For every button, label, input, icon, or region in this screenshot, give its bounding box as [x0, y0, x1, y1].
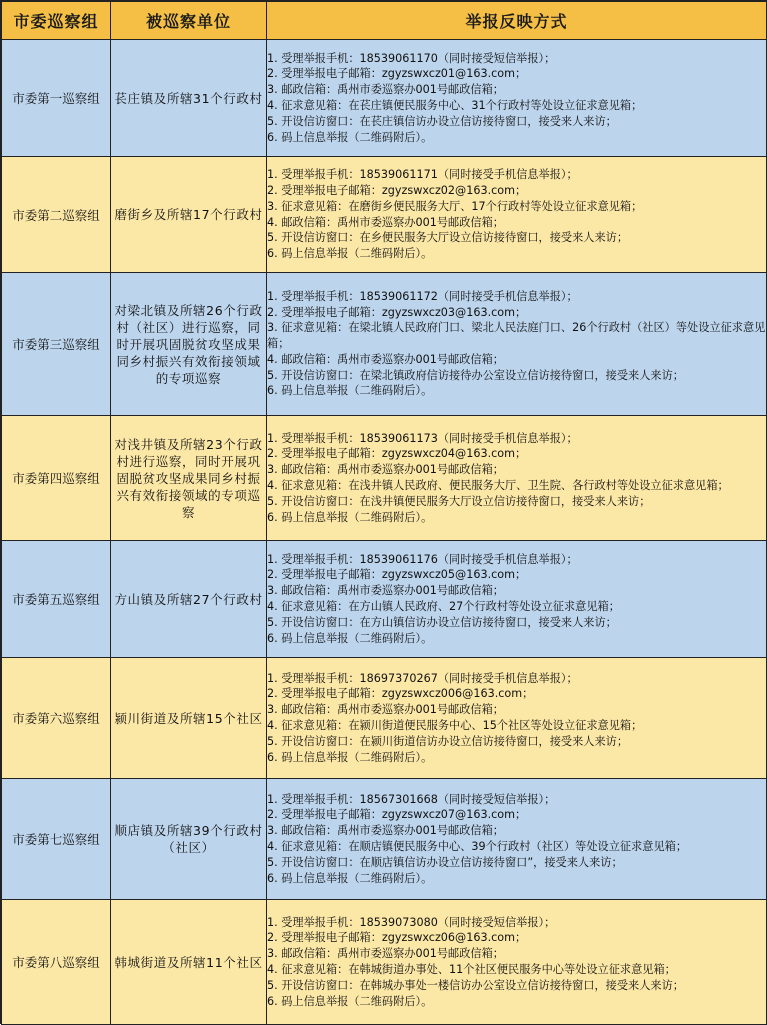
method-item: 5. 开设信访窗口：在颍川街道信访办设立信访接待窗口，接受来人来访；	[267, 734, 629, 748]
method-item: 4. 邮政信箱：禹州市委巡察办001号邮政信箱；	[267, 215, 504, 229]
method-item: 4. 征求意见箱：在苌庄镇便民服务中心、31个行政村等处设立征求意见箱；	[267, 99, 643, 112]
methods-cell	[267, 273, 767, 416]
methods-list	[267, 915, 766, 1010]
unit-cell: 磨街乡及所辖17个行政村	[111, 157, 267, 273]
method-item: 6. 码上信息举报（二维码附后）。	[267, 631, 433, 645]
method-item: 6. 码上信息举报（二维码附后）。	[267, 994, 433, 1008]
method-item: 4. 征求意见箱：在颍川街道便民服务中心、15个社区等处设立征求意见箱；	[267, 719, 643, 732]
method-item: 3. 征求意见箱：在磨街乡便民服务大厅、17个行政村等处设立征求意见箱；	[267, 199, 643, 213]
methods-list	[267, 289, 766, 400]
group-cell: 市委第四巡察组	[2, 416, 111, 541]
unit-cell: 方山镇及所辖27个行政村	[111, 541, 267, 658]
method-item: 4. 征求意见箱：在浅井镇人民政府、便民服务大厅、卫生院、各行政村等处设立征求意见箱；	[267, 479, 729, 492]
method-item: 3. 征求意见箱：在梁北镇人民政府门口、梁北人民法庭门口、26个行政村（社区）等处设立征求意见箱；	[267, 321, 766, 351]
method-item: 2. 受理举报电子邮箱：zgyzswxcz006@163.com；	[267, 687, 534, 701]
method-item: 6. 码上信息举报（二维码附后）。	[267, 750, 433, 764]
group-cell: 市委第七巡察组	[2, 779, 111, 900]
methods-list	[267, 167, 766, 262]
table-row	[2, 541, 767, 658]
method-item: 2. 受理举报电子邮箱：zgyzswxcz03@163.com；	[267, 305, 527, 319]
header-methods: 举报反映方式	[267, 2, 767, 40]
table-row	[2, 40, 767, 157]
table-row	[2, 273, 767, 416]
method-item: 3. 邮政信箱：禹州市委巡察办001号邮政信箱；	[267, 703, 504, 717]
group-cell: 市委第二巡察组	[2, 157, 111, 273]
method-item: 4. 邮政信箱：禹州市委巡察办001号邮政信箱；	[267, 352, 504, 366]
method-item: 1. 受理举报手机：18539061170（同时接受短信举报）；	[267, 51, 556, 65]
group-cell: 市委第一巡察组	[2, 40, 111, 157]
method-item: 2. 受理举报电子邮箱：zgyzswxcz05@163.com；	[267, 568, 527, 582]
method-item: 5. 开设信访窗口：在方山镇信访办设立信访接待窗口，接受来人来访；	[267, 615, 617, 629]
method-item: 6. 码上信息举报（二维码附后）。	[267, 510, 433, 524]
unit-cell: 对浅井镇及所辖23个行政村进行巡察，同时开展巩固脱贫攻坚成果同乡村振兴有效衔接领域的专项巡察	[111, 416, 267, 541]
table-row	[2, 900, 767, 1025]
group-cell: 市委第五巡察组	[2, 541, 111, 658]
method-item: 5. 开设信访窗口：在梁北镇政府信访接待办公室设立信访接待窗口，接受来人来访；	[267, 368, 684, 382]
methods-list	[267, 671, 766, 766]
method-item: 1. 受理举报手机：18567301668（同时接受短信举报）；	[267, 792, 556, 806]
method-item: 2. 受理举报电子邮箱：zgyzswxcz01@163.com；	[267, 67, 527, 81]
method-item: 3. 邮政信箱：禹州市委巡察办001号邮政信箱；	[267, 824, 504, 838]
methods-list	[267, 51, 766, 146]
method-item: 3. 邮政信箱：禹州市委巡察办001号邮政信箱；	[267, 947, 504, 961]
method-item: 2. 受理举报电子邮箱：zgyzswxcz04@163.com；	[267, 447, 527, 461]
method-item: 4. 征求意见箱：在顺店镇便民服务中心、39个行政村（社区）等处设立征求意见箱；	[267, 840, 688, 853]
methods-cell	[267, 779, 767, 900]
methods-list	[267, 431, 766, 526]
method-item: 5. 开设信访窗口：在顺店镇信访办设立信访接待窗口”，接受来人来访；	[267, 855, 623, 869]
method-item: 2. 受理举报电子邮箱：zgyzswxcz02@163.com；	[267, 183, 527, 197]
table-row	[2, 416, 767, 541]
method-item: 4. 征求意见箱：在方山镇人民政府、27个行政村等处设立征求意见箱；	[267, 600, 620, 613]
group-cell: 市委第六巡察组	[2, 658, 111, 779]
method-item: 6. 码上信息举报（二维码附后）。	[267, 247, 433, 261]
header-group: 市委巡察组	[2, 2, 111, 40]
method-item: 6. 码上信息举报（二维码附后）。	[267, 130, 433, 144]
method-item: 5. 开设信访窗口：在乡便民服务大厅设立信访接待窗口，接受来人来访；	[267, 231, 629, 245]
method-item: 1. 受理举报手机：18697370267（同时接受手机信息举报）；	[267, 671, 578, 685]
table-row	[2, 157, 767, 273]
method-item: 2. 受理举报电子邮箱：zgyzswxcz07@163.com；	[267, 808, 527, 822]
method-item: 1. 受理举报手机：18539061171（同时接受手机信息举报）；	[267, 168, 578, 182]
group-cell: 市委第三巡察组	[2, 273, 111, 416]
unit-cell: 顺店镇及所辖39个行政村（社区）	[111, 779, 267, 900]
methods-cell	[267, 658, 767, 779]
methods-list	[267, 552, 766, 647]
table-row	[2, 658, 767, 779]
inspection-table	[1, 1, 767, 1025]
method-item: 5. 开设信访窗口：在苌庄镇信访办设立信访接待窗口，接受来人来访；	[267, 114, 617, 128]
method-item: 6. 码上信息举报（二维码附后）。	[267, 384, 433, 398]
methods-cell	[267, 157, 767, 273]
method-item: 4. 征求意见箱：在韩城街道办事处、11个社区便民服务中心等处设立征求意见箱；	[267, 963, 676, 976]
method-item: 3. 邮政信箱：禹州市委巡察办001号邮政信箱；	[267, 463, 504, 477]
unit-cell: 韩城街道及所辖11个社区	[111, 900, 267, 1025]
method-item: 5. 开设信访窗口：在韩城办事处一楼信访办公室设立信访接待窗口，接受来人来访；	[267, 978, 684, 992]
method-item: 1. 受理举报手机：18539061172（同时接受手机信息举报）；	[267, 289, 578, 303]
method-item: 2. 受理举报电子邮箱：zgyzswxcz06@163.com；	[267, 931, 527, 945]
table-row	[2, 779, 767, 900]
method-item: 1. 受理举报手机：18539061176（同时接受手机信息举报）；	[267, 552, 578, 566]
method-item: 1. 受理举报手机：18539061173（同时接受手机信息举报）；	[267, 431, 578, 445]
method-item: 1. 受理举报手机：18539073080（同时接受短信举报）；	[267, 915, 556, 929]
method-item: 3. 邮政信箱：禹州市委巡察办001号邮政信箱；	[267, 83, 504, 97]
methods-list	[267, 792, 766, 887]
unit-cell: 苌庄镇及所辖31个行政村	[111, 40, 267, 157]
method-item: 3. 邮政信箱：禹州市委巡察办001号邮政信箱；	[267, 584, 504, 598]
method-item: 6. 码上信息举报（二维码附后）。	[267, 871, 433, 885]
methods-cell	[267, 416, 767, 541]
methods-cell	[267, 40, 767, 157]
header-unit: 被巡察单位	[111, 2, 267, 40]
unit-cell: 颍川街道及所辖15个社区	[111, 658, 267, 779]
group-cell: 市委第八巡察组	[2, 900, 111, 1025]
table-header-row	[2, 2, 767, 40]
methods-cell	[267, 541, 767, 658]
unit-cell: 对梁北镇及所辖26个行政村（社区）进行巡察，同时开展巩固脱贫攻坚成果同乡村振兴有效衔接领域的专项巡察	[111, 273, 267, 416]
method-item: 5. 开设信访窗口：在浅井镇便民服务大厅设立信访接待窗口，接受来人来访；	[267, 494, 651, 508]
methods-cell	[267, 900, 767, 1025]
